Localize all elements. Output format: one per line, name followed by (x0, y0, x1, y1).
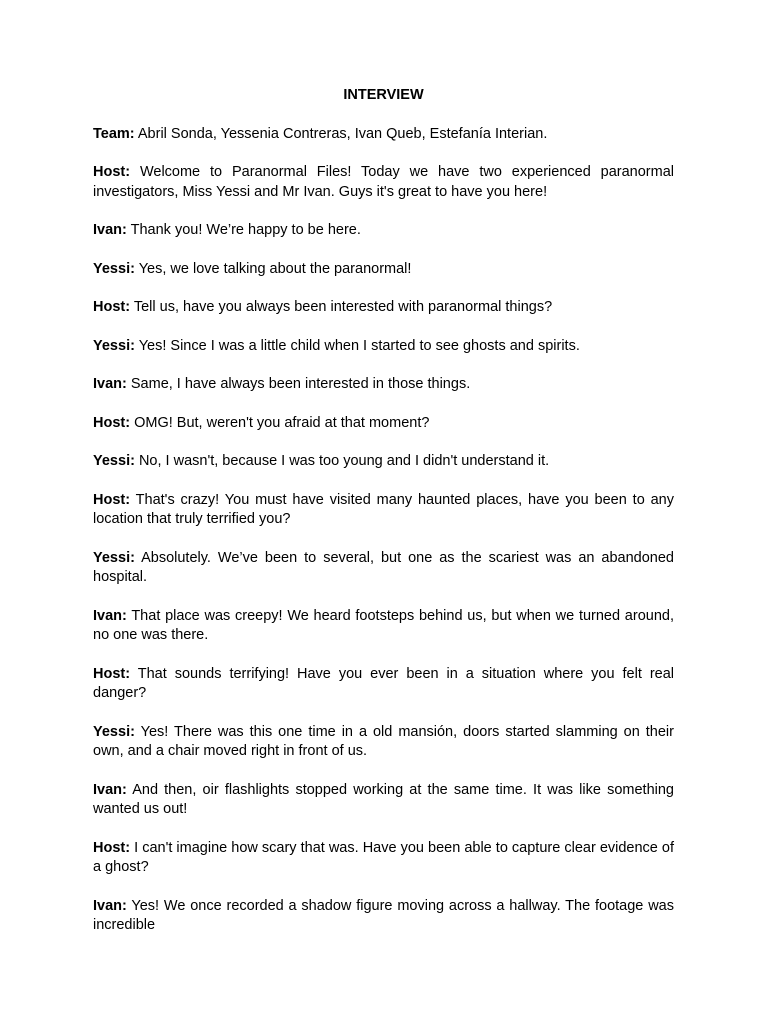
speaker-label: Host: (93, 665, 131, 682)
dialogue-text: Yes! We once recorded a shadow figure moving across a hallway. The footage was incredible (93, 897, 674, 933)
dialogue-line (93, 337, 674, 357)
dialogue-text: Welcome to Paranormal Files! Today we have two experienced paranormal investigators, Miss Yessi and Mr Ivan. Guys it's great to have you here! (93, 164, 674, 200)
team-paragraph (93, 125, 674, 145)
dialogue-line (93, 781, 674, 820)
dialogue-text: Absolutely. We’ve been to several, but one as the scariest was an abandoned hospital. (93, 549, 674, 585)
team-label: Team: (93, 125, 135, 142)
dialogue-text: I can't imagine how scary that was. Have you been able to capture clear evidence of a ghost? (93, 839, 675, 875)
speaker-label: Ivan: (93, 607, 127, 624)
dialogue-line (93, 549, 674, 588)
speaker-label: Host: (93, 299, 131, 315)
dialogue-text: No, I wasn't, because I was too young and I didn't understand it. (138, 453, 550, 469)
dialogue-text: Yes! Since I was a little child when I started to see ghosts and spirits. (138, 337, 580, 354)
dialogue-line (93, 298, 674, 318)
dialogue-text: Same, I have always been interested in those things. (130, 376, 471, 392)
dialogue-text: Tell us, have you always been interested with paranormal things? (133, 299, 553, 315)
dialogue-line (93, 163, 674, 202)
speaker-label: Ivan: (93, 897, 127, 914)
speaker-label: Host: (93, 491, 131, 508)
speaker-label: Ivan: (93, 222, 127, 238)
speaker-label: Host: (93, 839, 131, 856)
speaker-label: Yessi: (93, 549, 135, 566)
document-title: INTERVIEW (343, 87, 424, 103)
team-text: Abril Sonda, Yessenia Contreras, Ivan Queb, Estefanía Interian. (137, 125, 548, 142)
dialogue-line (93, 221, 674, 241)
dialogue-line (93, 607, 674, 646)
speaker-label: Ivan: (93, 781, 127, 798)
dialogue-text: Yes, we love talking about the paranormal! (138, 260, 412, 277)
dialogue-line (93, 260, 674, 280)
speaker-label: Yessi: (93, 723, 135, 740)
speaker-label: Host: (93, 164, 131, 180)
dialogue-line (93, 723, 674, 762)
dialogue-text: And then, oir flashlights stopped working at the same time. It was like something wanted us out! (93, 781, 674, 817)
dialogue-line (93, 414, 674, 434)
dialogue-text: That sounds terrifying! Have you ever been in a situation where you felt real danger? (93, 665, 674, 701)
speaker-label: Yessi: (93, 260, 135, 277)
dialogue-line (93, 375, 674, 395)
speaker-label: Host: (93, 414, 131, 431)
dialogue-line (93, 452, 674, 472)
dialogue-line (93, 839, 674, 878)
dialogue-text: OMG! But, weren't you afraid at that moment? (134, 414, 430, 431)
dialogue-text: That place was creepy! We heard footsteps behind us, but when we turned around, no one was there. (93, 607, 674, 643)
speaker-label: Yessi: (93, 453, 135, 469)
dialogue-line (93, 897, 674, 936)
dialogue-text: Yes! There was this one time in a old mansión, doors started slamming on their own, and a chair moved right in front of us. (93, 723, 674, 759)
dialogue-text: Thank you! We’re happy to be here. (130, 222, 361, 238)
speaker-label: Ivan: (93, 376, 127, 392)
dialogue-line (93, 491, 674, 530)
dialogue-line (93, 665, 674, 704)
speaker-label: Yessi: (93, 337, 135, 354)
document-page (93, 86, 674, 955)
dialogue-text: That's crazy! You must have visited many haunted places, have you been to any location that truly terrified you? (93, 491, 674, 527)
